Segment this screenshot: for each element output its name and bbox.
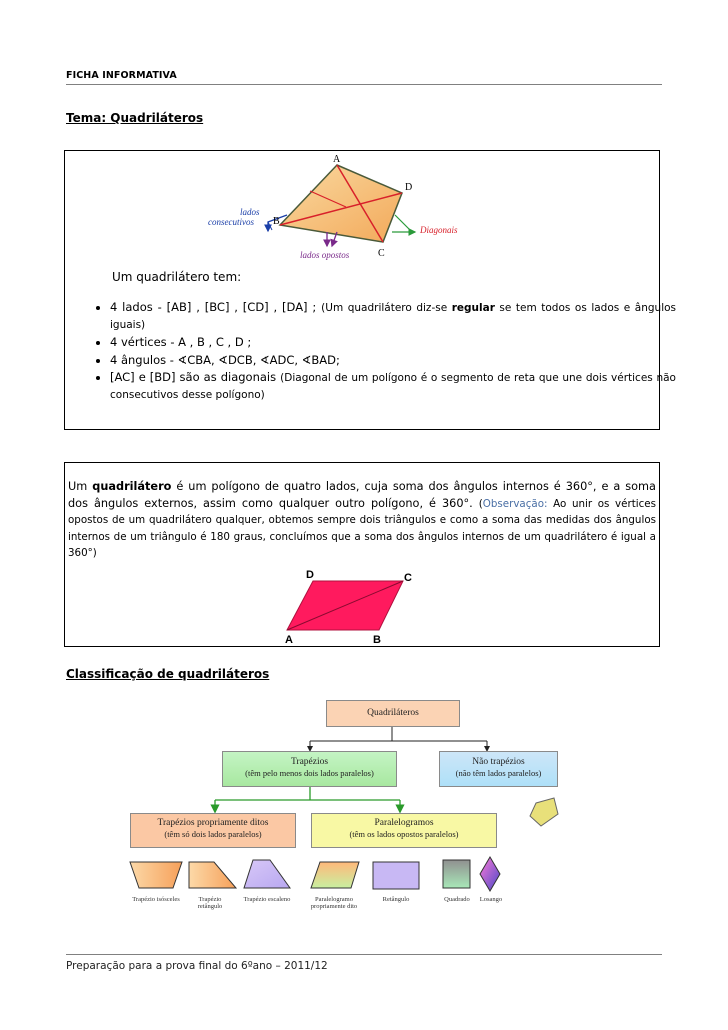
- doc-header-title: FICHA INFORMATIVA: [66, 70, 177, 81]
- caption-losango: Losango: [479, 896, 503, 903]
- fig-label-d: D: [306, 569, 314, 581]
- label-lados: lados: [240, 207, 260, 217]
- shape-losango: [480, 857, 500, 891]
- caption-trapezio-isosceles: Trapézio isósceles: [132, 896, 180, 903]
- shape-retangulo: [373, 862, 419, 889]
- box-trapezios: Trapézios (têm pelo menos dois lados paralelos): [222, 751, 397, 787]
- shape-trapezio-escaleno: [244, 860, 290, 888]
- shape-trapezio-retangulo: [189, 862, 236, 888]
- vertex-d-label: D: [405, 182, 413, 193]
- label-lados-opostos: lados opostos: [300, 250, 350, 260]
- angles-paragraph: Um quadrilátero é um polígono de quatro lados, cuja soma dos ângulos internos é 360°, e a soma dos ângulos externos, assim como qualquer outro polígono, é 360°. (Observação: Ao unir os vértices opostos de um quadrilátero qualquer, obtemos sempre dois triângulos e como a soma das medidas dos ângulos internos de um triângulo é 180 graus, concluímos que a soma dos ângulos internos de um quadrilátero é igual a 360°): [68, 480, 656, 559]
- caption-trapezio-retangulo: Trapézio retângulo: [197, 896, 223, 910]
- footer-rule: [66, 954, 662, 955]
- box-paralelogramos: Paralelogramos (têm os lados opostos paralelos): [311, 813, 497, 848]
- section-classificacao: Classificação de quadriláteros: [66, 667, 270, 681]
- caption-trapezio-escaleno: Trapézio escaleno: [243, 896, 291, 903]
- caption-quadrado: Quadrado: [444, 896, 470, 903]
- shape-paralelogramo: [311, 862, 359, 888]
- footer-text: Preparação para a prova final do 6ºano – 2011/12: [66, 960, 328, 972]
- caption-retangulo: Retângulo: [382, 896, 410, 903]
- caption-paralelogramo: Paralelogramo propriamente dito: [310, 896, 358, 910]
- list-item: • 4 vértices - A , B , C , D ;: [110, 335, 676, 351]
- box-nao-trapezios: Não trapézios (não têm lados paralelos): [439, 751, 558, 787]
- fig-label-c: C: [404, 572, 412, 584]
- label-diagonais: Diagonais: [420, 225, 458, 235]
- list-item: • 4 lados - [AB] , [BC] , [CD] , [DA] ; (Um quadrilátero diz-se regular se tem todos os lados e ângulos iguais): [110, 300, 676, 333]
- list-item: • 4 ângulos - ∢CBA, ∢DCB, ∢ADC, ∢BAD;: [110, 353, 676, 369]
- box-quadrilateros: Quadriláteros: [326, 700, 460, 727]
- intro-text: Um quadrilátero tem:: [112, 270, 242, 284]
- fig-label-b: B: [373, 634, 381, 646]
- vertex-b-label: B: [273, 216, 280, 227]
- section-tema: Tema: Quadriláteros: [66, 111, 204, 125]
- label-consecutivos: consecutivos: [208, 217, 254, 227]
- shape-trapezio-isosceles: [130, 862, 182, 888]
- vertex-c-label: C: [378, 248, 385, 259]
- vertex-a-label: A: [333, 154, 341, 165]
- list-item: • [AC] e [BD] são as diagonais (Diagonal de um polígono é o segmento de reta que une dois vértices não consecutivos desse polígono): [110, 370, 676, 403]
- fig-label-a: A: [285, 634, 293, 646]
- shape-quadrado: [443, 860, 470, 888]
- shape-nao-trapezio: [530, 798, 558, 826]
- box-trapezios-proprios: Trapézios propriamente ditos (têm só dois lados paralelos): [130, 813, 296, 848]
